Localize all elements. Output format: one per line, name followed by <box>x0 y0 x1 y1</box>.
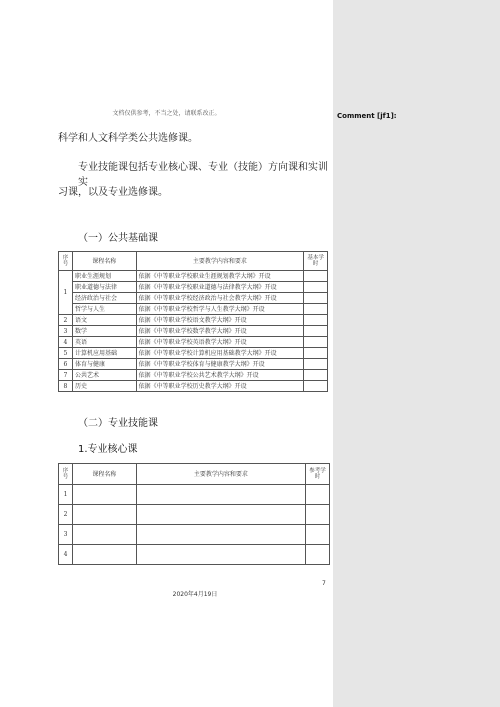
footer-date: 2020年4月19日 <box>172 591 218 598</box>
header-hours: 基本学时 <box>304 252 328 271</box>
course-hours <box>304 315 328 326</box>
table-row <box>59 359 328 370</box>
course-content <box>136 545 305 565</box>
course-hours <box>304 370 328 381</box>
course-hours <box>304 348 328 359</box>
comment-label[interactable]: Comment [jf1]: <box>337 112 397 120</box>
table-row <box>59 485 330 505</box>
table-row <box>59 282 328 293</box>
table-row <box>59 293 328 304</box>
course-name: 哲学与人生 <box>72 304 136 315</box>
core-courses-table <box>58 463 330 565</box>
table-header-row <box>59 252 328 271</box>
row-number: 8 <box>59 381 73 392</box>
table-row <box>59 348 328 359</box>
paragraph-1: 科学和人文科学类公共选修课。 <box>58 133 198 144</box>
course-hours <box>304 282 328 293</box>
header-seq: 序号 <box>59 252 73 271</box>
table-row <box>59 337 328 348</box>
course-hours <box>304 271 328 282</box>
course-content: 依据《中等职业学校公共艺术教学大纲》开设 <box>136 370 304 381</box>
course-content: 依据《中等职业学校经济政治与社会教学大纲》开设 <box>136 293 304 304</box>
course-name: 数学 <box>72 326 136 337</box>
course-name: 经济政治与社会 <box>72 293 136 304</box>
course-content: 依据《中等职业学校哲学与人生教学大纲》开设 <box>136 304 304 315</box>
course-content: 依据《中等职业学校职业道德与法律教学大纲》开设 <box>136 282 304 293</box>
row-number: 2 <box>59 315 73 326</box>
table-row <box>59 370 328 381</box>
course-hours <box>306 485 330 505</box>
public-courses-table <box>58 251 328 392</box>
page-number: 7 <box>322 580 326 587</box>
row-number: 1 <box>59 271 73 315</box>
header-course-name: 课程名称 <box>72 464 136 485</box>
course-content: 依据《中等职业学校数学教学大纲》开设 <box>136 326 304 337</box>
comment-margin <box>333 0 500 707</box>
course-content <box>136 485 305 505</box>
table-row <box>59 271 328 282</box>
course-content: 依据《中等职业学校计算机应用基础教学大纲》开设 <box>136 348 304 359</box>
row-number: 6 <box>59 359 73 370</box>
section-1-title: （一）公共基础课 <box>78 233 158 244</box>
course-hours <box>304 337 328 348</box>
table-row <box>59 304 328 315</box>
course-content <box>136 505 305 525</box>
course-name: 公共艺术 <box>72 370 136 381</box>
course-content: 依据《中等职业学校语文教学大纲》开设 <box>136 315 304 326</box>
table-row <box>59 505 330 525</box>
course-hours <box>304 381 328 392</box>
course-name: 英语 <box>72 337 136 348</box>
course-name <box>72 485 136 505</box>
course-name <box>72 505 136 525</box>
section-2-subtitle: 1.专业核心课 <box>78 444 138 455</box>
row-number: 4 <box>59 337 73 348</box>
course-hours <box>304 326 328 337</box>
paragraph-2-line-2: 习课，以及专业选修课。 <box>58 187 168 198</box>
course-content: 依据《中等职业学校体育与健康教学大纲》开设 <box>136 359 304 370</box>
course-content: 依据《中等职业学校英语教学大纲》开设 <box>136 337 304 348</box>
course-name: 职业道德与法律 <box>72 282 136 293</box>
course-content <box>136 525 305 545</box>
row-number: 3 <box>59 326 73 337</box>
course-hours <box>304 304 328 315</box>
course-name: 语文 <box>72 315 136 326</box>
table-row <box>59 381 328 392</box>
row-number: 4 <box>59 545 73 565</box>
header-course-name: 课程名称 <box>72 252 136 271</box>
table-header-row <box>59 464 330 485</box>
course-name: 历史 <box>72 381 136 392</box>
row-number: 7 <box>59 370 73 381</box>
course-content: 依据《中等职业学校职业生涯规划教学大纲》开设 <box>136 271 304 282</box>
header-content: 主要教学内容和要求 <box>136 252 304 271</box>
section-2-title: （二）专业技能课 <box>78 418 158 429</box>
table-row <box>59 315 328 326</box>
course-name <box>72 525 136 545</box>
course-name: 体育与健康 <box>72 359 136 370</box>
paragraph-2-line-1: 专业技能课包括专业核心课、专业（技能）方向课和实训实 <box>78 162 328 188</box>
course-hours <box>306 545 330 565</box>
table-row <box>59 525 330 545</box>
row-number: 5 <box>59 348 73 359</box>
course-hours <box>306 525 330 545</box>
course-name: 职业生涯规划 <box>72 271 136 282</box>
table-row <box>59 326 328 337</box>
course-hours <box>304 293 328 304</box>
row-number: 1 <box>59 485 73 505</box>
course-name: 计算机应用基础 <box>72 348 136 359</box>
row-number: 2 <box>59 505 73 525</box>
header-content: 主要教学内容和要求 <box>136 464 305 485</box>
course-hours <box>306 505 330 525</box>
course-content: 依据《中等职业学校历史教学大纲》开设 <box>136 381 304 392</box>
header-note: 文档仅供参考，不当之处，请联系改正。 <box>112 110 221 117</box>
course-name <box>72 545 136 565</box>
header-seq: 序号 <box>59 464 73 485</box>
table-row <box>59 545 330 565</box>
row-number: 3 <box>59 525 73 545</box>
course-hours <box>304 359 328 370</box>
header-hours: 参考学时 <box>306 464 330 485</box>
